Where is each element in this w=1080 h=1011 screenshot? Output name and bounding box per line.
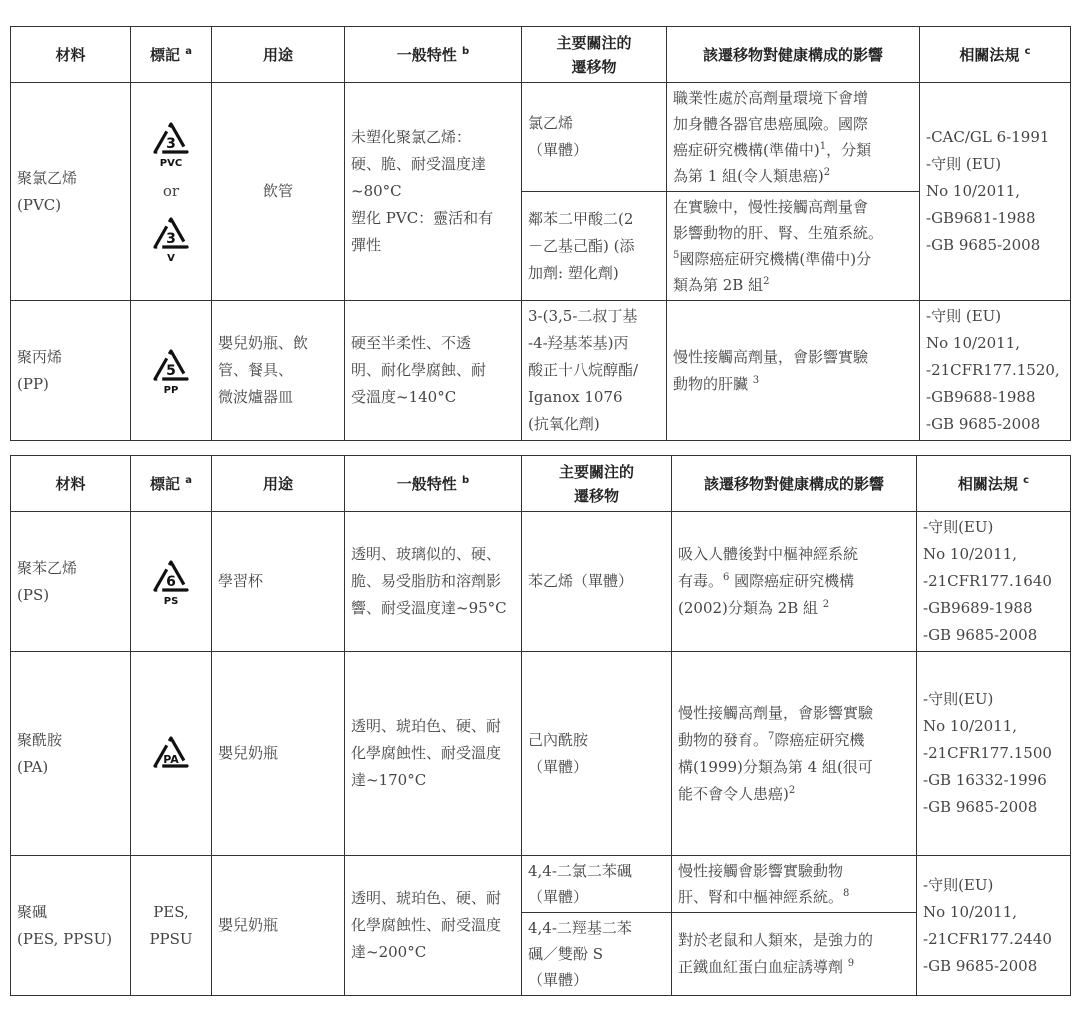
- props-cell: 未塑化聚氯乙烯： 硬、脆、耐受溫度達 ~80°C 塑化 PVC：靈活和有 彈性: [345, 83, 522, 301]
- header-use: 用途: [212, 456, 345, 512]
- footnote-ref: 1: [819, 141, 827, 152]
- effect-cell: [672, 856, 917, 913]
- header-props-label: 一般特性: [396, 474, 457, 493]
- header-use: 用途: [212, 27, 345, 83]
- recycle-icon-pa: [151, 734, 191, 774]
- plastics-table-2: [10, 455, 1071, 996]
- effect-cell: [667, 83, 920, 192]
- effect-text: 慢性接觸會影響實驗動物 肝、腎和中樞神經系統。: [678, 862, 844, 906]
- header-migrant: 主要關注的 遷移物: [522, 456, 672, 512]
- mark-cell: [131, 301, 212, 441]
- header-props: [345, 27, 522, 83]
- mark-cell: [131, 652, 212, 856]
- resin-code-number: 6: [166, 573, 176, 590]
- regs-cell: -CAC/GL 6-1991 -守則 (EU) No 10/2011, -GB9681-1988 -GB 9685-2008: [920, 83, 1071, 301]
- footnote-ref: 3: [752, 374, 760, 386]
- header-row: [11, 456, 1071, 512]
- footnote-ref: 2: [763, 276, 770, 287]
- effect-text: 職業性處於高劑量環境下會增 加身體各器官患癌風險。國際 癌症研究機構(準備中): [673, 89, 869, 159]
- migrant-cell: 4,4-二羥基二苯 碸／雙酚 S （單體）: [522, 913, 672, 996]
- effect-text: 國際癌症研究機構(準備中)分 類為第 2B 組: [673, 250, 872, 294]
- header-effect: 該遷移物對健康構成的影響: [667, 27, 920, 83]
- footnote-ref: 9: [847, 958, 855, 969]
- table-row-ps: [11, 512, 1071, 652]
- recycle-icon: [151, 347, 191, 395]
- effect-cell: [667, 301, 920, 441]
- migrant-cell: 3-(3,5-二叔丁基 -4-羟基苯基)丙 酸正十八烷醇酯/ Iganox 1076 (抗氧化劑): [522, 301, 667, 441]
- recycling-triangle-icon: [151, 120, 191, 168]
- table-row-pa: [11, 652, 1071, 856]
- header-props-label: 一般特性: [396, 45, 457, 64]
- footnote-b: b: [462, 474, 470, 486]
- mark-cell: [131, 512, 212, 652]
- recycle-icon: [151, 215, 191, 263]
- recycle-icon: [151, 558, 191, 606]
- use-cell: 學習杯: [212, 512, 345, 652]
- header-mark: [131, 456, 212, 512]
- props-cell: 透明、琥珀色、硬、耐 化學腐蝕性、耐受溫度 達~170°C: [345, 652, 522, 856]
- migrant-cell: 苯乙烯（單體）: [522, 512, 672, 652]
- recycling-triangle-icon: [151, 215, 191, 263]
- header-mark-label: 標記: [150, 45, 181, 64]
- use-cell: 嬰兒奶瓶: [212, 856, 345, 996]
- header-row: [11, 27, 1071, 83]
- use-cell: 嬰兒奶瓶、飲 管、餐具、 微波爐器皿: [212, 301, 345, 441]
- resin-code-label: PA: [163, 752, 179, 766]
- props-cell: 透明、琥珀色、硬、耐 化學腐蝕性、耐受溫度 達~200°C: [345, 856, 522, 996]
- regs-cell: -守則(EU) No 10/2011, -21CFR177.1500 -GB 16332-1996 -GB 9685-2008: [917, 652, 1071, 856]
- footnote-c: c: [1023, 474, 1030, 486]
- use-cell: 飲管: [212, 83, 345, 301]
- footnote-ref: 8: [843, 888, 850, 899]
- footnote-a: a: [185, 474, 192, 486]
- migrant-cell: 己內酰胺 （單體）: [522, 652, 672, 856]
- effect-text: 慢性接觸高劑量，會影響實驗 動物的肝臟: [673, 347, 869, 393]
- effect-cell: [672, 652, 917, 856]
- material-cell: 聚碸 (PES, PPSU): [11, 856, 131, 996]
- footnote-ref: 6: [723, 572, 730, 583]
- effect-text: 對於老鼠和人類來，是強力的 正鐵血紅蛋白血症誘導劑: [678, 931, 874, 976]
- effect-text: 在實驗中，慢性接觸高劑量會 影響動物的肝、腎、生殖系統。: [673, 198, 884, 242]
- header-mark: [131, 27, 212, 83]
- effect-text: 吸入人體後對中樞神經系統 有毒。: [678, 545, 859, 590]
- resin-code-number: 3: [166, 136, 176, 152]
- mark-cell: [131, 83, 212, 301]
- resin-code-label: V: [167, 253, 175, 263]
- table-row-pvc: [11, 83, 1071, 192]
- material-cell: 聚氯乙烯 (PVC): [11, 83, 131, 301]
- or-text: or: [162, 182, 180, 200]
- resin-code-label: PP: [163, 384, 179, 395]
- footnote-ref: 2: [822, 599, 830, 610]
- props-cell: 硬至半柔性、不透 明、耐化學腐蝕、耐 受溫度~140°C: [345, 301, 522, 441]
- table-row-pp: [11, 301, 1071, 441]
- regs-cell: -守則 (EU) No 10/2011, -21CFR177.1520, -GB9688-1988 -GB 9685-2008: [920, 301, 1071, 441]
- footnote-ref: 5: [673, 250, 680, 261]
- migrant-cell: 4,4-二氯二苯碸 （單體）: [522, 856, 672, 913]
- plastics-table-1: [10, 26, 1071, 441]
- footnote-ref: 2: [788, 784, 796, 796]
- effect-text: 際癌症研究機 構(1999)分類為第 4 組(很可 能不會令人患癌): [678, 730, 873, 803]
- recycle-icon: [151, 120, 191, 168]
- material-cell: 聚丙烯 (PP): [11, 301, 131, 441]
- recycling-triangle-icon: [151, 347, 191, 395]
- recycling-triangle-icon: [151, 558, 191, 606]
- header-regs: [920, 27, 1071, 83]
- resin-code-label: PVC: [159, 158, 183, 168]
- effect-cell: [672, 913, 917, 996]
- effect-text: 國際癌症研究機構 (2002)分類為 2B 組: [678, 572, 855, 617]
- mark-cell: PES, PPSU: [131, 856, 212, 996]
- header-regs-label: 相關法規: [957, 474, 1018, 493]
- migrant-cell: 氯乙烯 （單體）: [522, 83, 667, 192]
- footnote-ref: 7: [768, 730, 775, 742]
- footnote-a: a: [185, 45, 192, 57]
- footnote-ref: 2: [823, 167, 831, 178]
- table-row-pes: [11, 856, 1071, 913]
- footnote-b: b: [462, 45, 470, 57]
- header-migrant: 主要關注的 遷移物: [522, 27, 667, 83]
- recycling-triangle-icon: [151, 734, 191, 774]
- effect-text: ，分類 為第 1 組(令人類患癌): [673, 141, 872, 185]
- migrant-cell: 鄰苯二甲酸二(2 －乙基己酯) (添 加劑: 塑化劑): [522, 192, 667, 301]
- props-cell: 透明、玻璃似的、硬、 脆、易受脂肪和溶劑影 響、耐受溫度達~95°C: [345, 512, 522, 652]
- effect-text: 慢性接觸高劑量，會影響實驗 動物的發育。: [678, 703, 874, 749]
- resin-code-number: 3: [166, 231, 176, 247]
- material-cell: 聚酰胺 (PA): [11, 652, 131, 856]
- header-mark-label: 標記: [150, 474, 181, 493]
- effect-cell: [672, 512, 917, 652]
- header-props: [345, 456, 522, 512]
- header-effect: 該遷移物對健康構成的影響: [672, 456, 917, 512]
- header-regs-label: 相關法規: [959, 45, 1020, 64]
- resin-code-number: 5: [166, 362, 176, 379]
- header-regs: [917, 456, 1071, 512]
- regs-cell: -守則(EU) No 10/2011, -21CFR177.1640 -GB9689-1988 -GB 9685-2008: [917, 512, 1071, 652]
- effect-cell: [667, 192, 920, 301]
- resin-code-label: PS: [163, 595, 179, 606]
- header-material: 材料: [11, 456, 131, 512]
- header-material: 材料: [11, 27, 131, 83]
- footnote-c: c: [1024, 45, 1031, 57]
- use-cell: 嬰兒奶瓶: [212, 652, 345, 856]
- regs-cell: -守則(EU) No 10/2011, -21CFR177.2440 -GB 9685-2008: [917, 856, 1071, 996]
- material-cell: 聚苯乙烯 (PS): [11, 512, 131, 652]
